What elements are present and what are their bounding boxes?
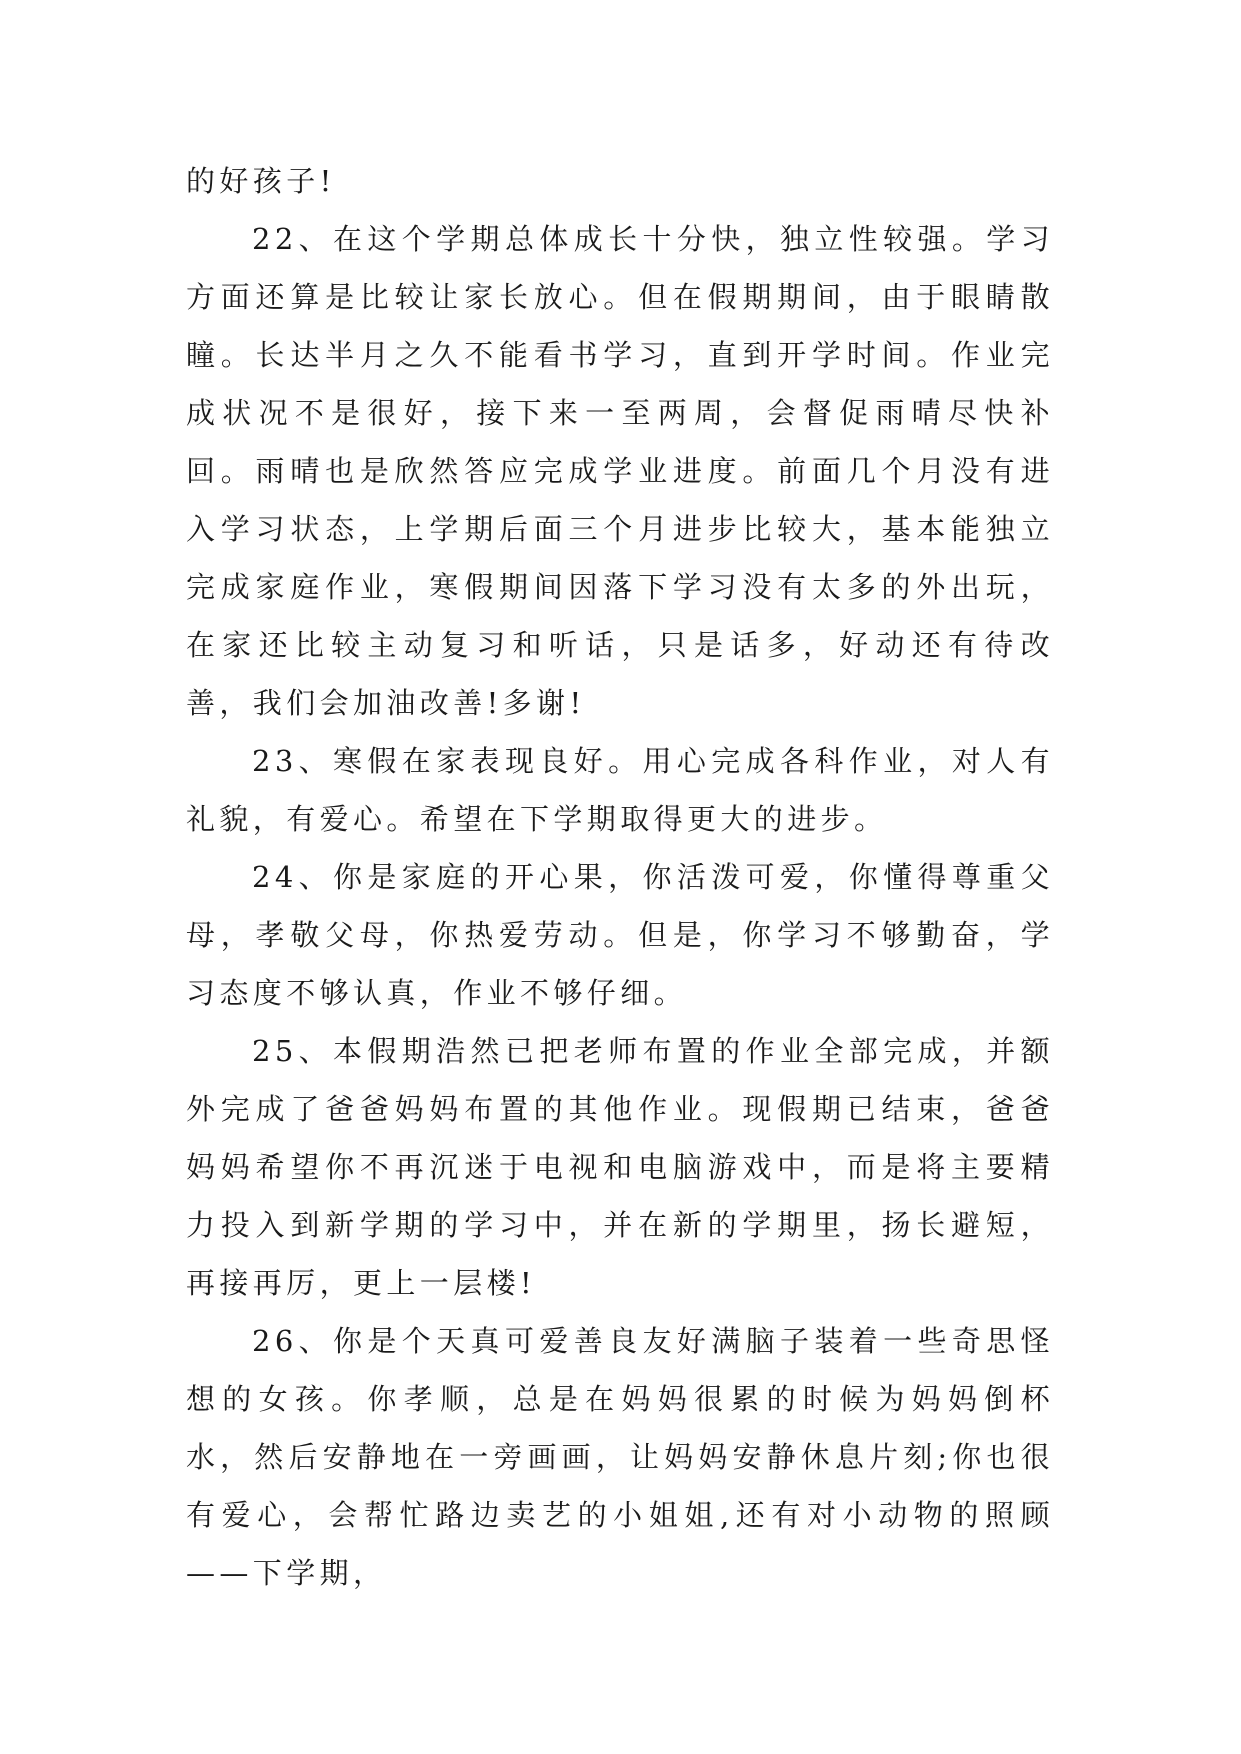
paragraph-26: 26、你是个天真可爱善良友好满脑子装着一些奇思怪想的女孩。你孝顺，总是在妈妈很累的时候为妈妈倒杯水，然后安静地在一旁画画，让妈妈安静休息片刻;你也很有爱心，会帮忙路边卖艺的小姐姐,还有对小动物的照顾——下学期， (186, 1324, 1054, 1590)
paragraph-24: 24、你是家庭的开心果，你活泼可爱，你懂得尊重父母，孝敬父母，你热爱劳动。但是，你学习不够勤奋，学习态度不够认真，作业不够仔细。 (186, 860, 1054, 1010)
paragraph-23: 23、寒假在家表现良好。用心完成各科作业，对人有礼貌，有爱心。希望在下学期取得更大的进步。 (186, 744, 1054, 836)
paragraph-continuation: 的好孩子! (186, 164, 336, 198)
paragraph-25: 25、本假期浩然已把老师布置的作业全部完成，并额外完成了爸爸妈妈布置的其他作业。现假期已结束，爸爸妈妈希望你不再沉迷于电视和电脑游戏中，而是将主要精力投入到新学期的学习中，并在新的学期里，扬长避短，再接再厉，更上一层楼! (186, 1034, 1054, 1300)
document-body (186, 152, 1054, 1602)
paragraph-22: 22、在这个学期总体成长十分快，独立性较强。学习方面还算是比较让家长放心。但在假期期间，由于眼睛散瞳。长达半月之久不能看书学习，直到开学时间。作业完成状况不是很好，接下来一至两周，会督促雨晴尽快补回。雨晴也是欣然答应完成学业进度。前面几个月没有进入学习状态，上学期后面三个月进步比较大，基本能独立完成家庭作业，寒假期间因落下学习没有太多的外出玩，在家还比较主动复习和听话，只是话多，好动还有待改善，我们会加油改善!多谢! (186, 222, 1054, 720)
